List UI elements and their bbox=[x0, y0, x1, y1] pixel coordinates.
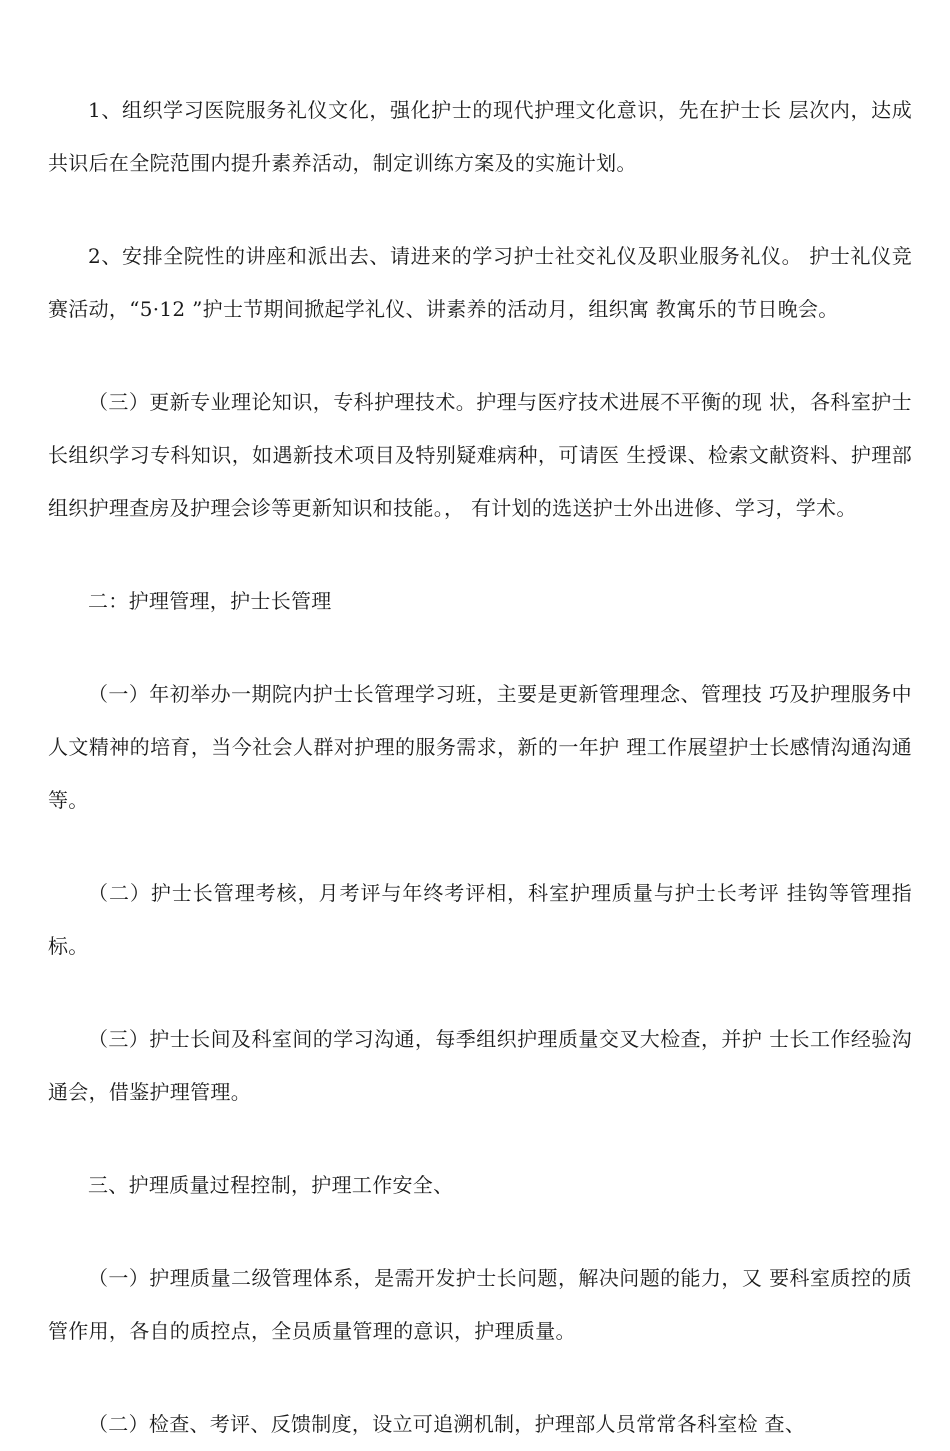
paragraph-etiquette-lectures: 2、安排全院性的讲座和派出去、请进来的学习护士社交礼仪及职业服务礼仪。 护士礼仪竞赛活动，“5·12 ”护士节期间掀起学礼仪、讲素养的活动月，组织寓 教寓乐的节日晚会。 bbox=[48, 244, 912, 321]
paragraph-update-knowledge: （三）更新专业理论知识，专科护理技术。护理与医疗技术进展不平衡的现 状，各科室护士长组织学习专科知识，如遇新技术项目及特别疑难病种，可请医 生授课、检索文献资料、护理部组织护理查房及护理会诊等更新知识和技能。， 有计划的选送护士外出进修、学习，学术。 bbox=[48, 390, 912, 520]
paragraph-etiquette-study: 1、组织学习医院服务礼仪文化，强化护士的现代护理文化意识，先在护士长 层次内，达成共识后在全院范围内提升素养活动，制定训练方案及的实施计划。 bbox=[48, 98, 912, 175]
paragraph-quality-system: （一）护理质量二级管理体系，是需开发护士长问题，解决问题的能力，又 要科室质控的质管作用，各自的质控点，全员质量管理的意识，护理质量。 bbox=[48, 1266, 912, 1343]
paragraph-inspection-feedback: （二）检查、考评、反馈制度，设立可追溯机制，护理部人员常常各科室检 查、 bbox=[88, 1412, 806, 1436]
paragraph-exchange-learning: （三）护士长间及科室间的学习沟通，每季组织护理质量交叉大检查，并护 士长工作经验沟通会，借鉴护理管理。 bbox=[48, 1027, 912, 1104]
section-heading-quality-control: 三、护理质量过程控制，护理工作安全、 bbox=[88, 1173, 454, 1197]
section-heading-nursing-management: 二：护理管理，护士长管理 bbox=[88, 589, 332, 613]
paragraph-head-nurse-assessment: （二）护士长管理考核，月考评与年终考评相，科室护理质量与护士长考评 挂钩等管理指标。 bbox=[48, 881, 912, 958]
paragraph-head-nurse-training: （一）年初举办一期院内护士长管理学习班，主要是更新管理理念、管理技 巧及护理服务中人文精神的培育，当今社会人群对护理的服务需求，新的一年护 理工作展望护士长感情沟通沟通等。 bbox=[48, 682, 912, 812]
